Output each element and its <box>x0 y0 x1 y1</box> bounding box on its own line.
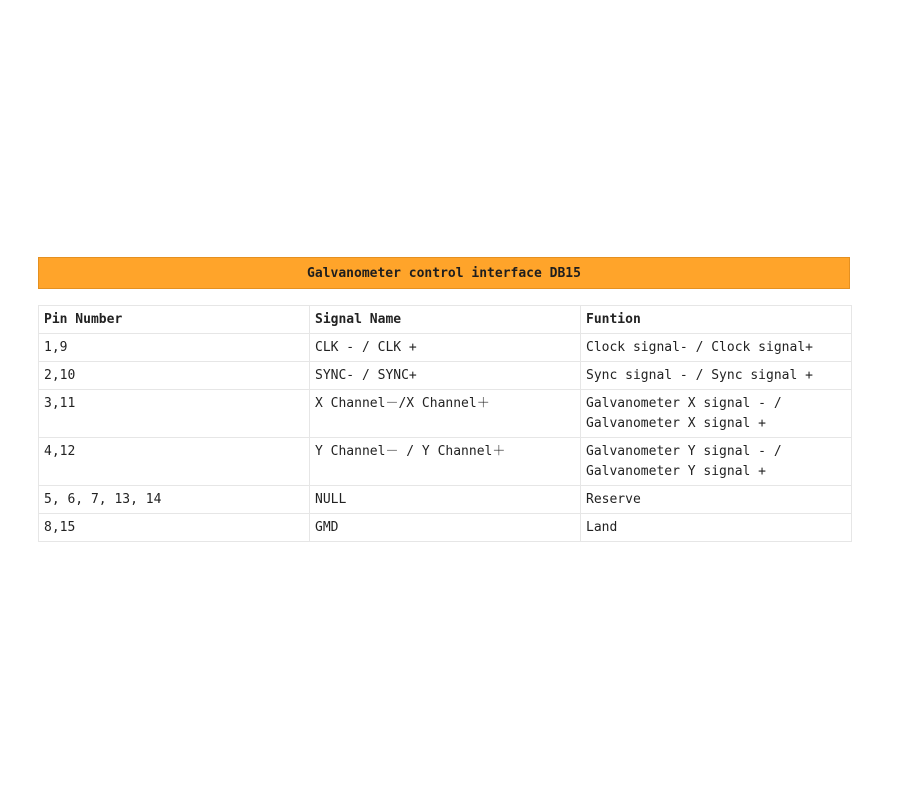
header-function: Funtion <box>581 306 852 334</box>
function-line: Galvanometer Y signal - / <box>586 444 782 459</box>
table-row <box>39 334 852 362</box>
signal-cell: X Channel－/X Channel＋ <box>310 390 581 438</box>
pin-cell: 2,10 <box>39 362 310 390</box>
pin-cell: 4,12 <box>39 438 310 486</box>
table-row <box>39 486 852 514</box>
pin-cell: 8,15 <box>39 514 310 542</box>
signal-cell: CLK - / CLK + <box>310 334 581 362</box>
table-row <box>39 438 852 486</box>
pin-cell: 5, 6, 7, 13, 14 <box>39 486 310 514</box>
function-line: Clock signal- / Clock signal+ <box>586 340 813 355</box>
function-cell <box>581 514 852 542</box>
table-row <box>39 390 852 438</box>
table-header-row <box>39 306 852 334</box>
signal-cell: NULL <box>310 486 581 514</box>
function-cell <box>581 390 852 438</box>
function-line: Galvanometer X signal + <box>586 416 767 431</box>
function-cell <box>581 334 852 362</box>
function-line: Reserve <box>586 492 641 507</box>
header-signal-name: Signal Name <box>310 306 581 334</box>
pin-cell: 1,9 <box>39 334 310 362</box>
signal-cell: GMD <box>310 514 581 542</box>
signal-cell: SYNC- / SYNC+ <box>310 362 581 390</box>
signal-cell: Y Channel－ / Y Channel＋ <box>310 438 581 486</box>
table-title-banner: Galvanometer control interface DB15 <box>38 257 850 289</box>
header-pin-number: Pin Number <box>39 306 310 334</box>
function-cell <box>581 438 852 486</box>
table-row <box>39 362 852 390</box>
function-cell <box>581 486 852 514</box>
function-line: Sync signal - / Sync signal + <box>586 368 813 383</box>
function-line: Land <box>586 520 618 535</box>
function-line: Galvanometer Y signal + <box>586 464 767 479</box>
pin-table <box>38 305 852 542</box>
function-cell <box>581 362 852 390</box>
pin-cell: 3,11 <box>39 390 310 438</box>
table-row <box>39 514 852 542</box>
function-line: Galvanometer X signal - / <box>586 396 782 411</box>
